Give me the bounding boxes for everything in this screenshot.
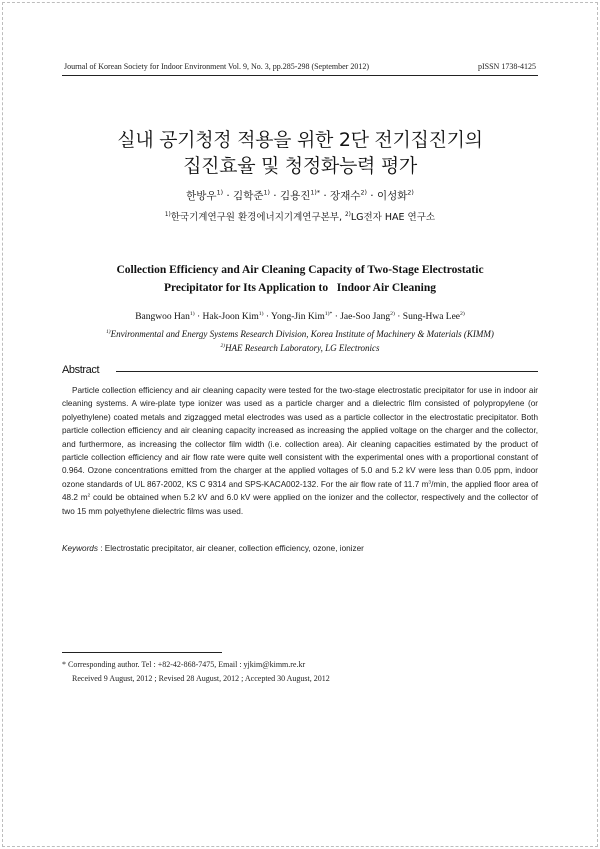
author-name: 김학준: [233, 190, 264, 202]
abstract-sup-2: 2: [87, 493, 91, 499]
author-sup: 2): [360, 189, 367, 197]
author-sup: 1): [189, 310, 195, 317]
author-separator: ·: [394, 312, 403, 322]
author-sup: 2): [407, 189, 414, 197]
abstract-sup-1: 3: [428, 480, 432, 486]
received-dates-footnote: Received 9 August, 2012 ; Revised 28 August, 2012 ; Accepted 30 August, 2012: [72, 674, 330, 683]
korean-authors: [0, 188, 600, 203]
korean-title-line-1: 실내 공기청정 적용을 위한 2단 전기집진기의: [117, 129, 483, 151]
english-affiliation-2: HAE Research Laboratory, LG Electronics: [224, 343, 380, 353]
english-authors: [0, 312, 600, 322]
korean-title-line-2: 집진효율 및 청정화능력 평가: [183, 155, 417, 177]
author-sup: 1)*: [324, 310, 333, 317]
author-separator: ·: [223, 190, 234, 202]
journal-header: Journal of Korean Society for Indoor Environment Vol. 9, No. 3, pp.285-298 (September 2012): [64, 62, 369, 71]
author-name: 장재수: [330, 190, 361, 202]
author-sup: 1): [258, 310, 264, 317]
affil-sup: 2): [220, 343, 225, 349]
affil-sup: 1): [106, 329, 111, 335]
author-separator: ·: [194, 312, 203, 322]
author-separator: ·: [366, 190, 377, 202]
abstract-body: [62, 384, 538, 518]
author-separator: ·: [269, 190, 280, 202]
abstract-text-2: /min, the applied floor area of 48.2 m: [62, 479, 538, 503]
author-separator: ·: [332, 312, 341, 322]
author-separator: ·: [263, 312, 272, 322]
english-affiliation-2-line: [0, 343, 600, 353]
abstract-rule: [116, 371, 538, 372]
english-title-line-1: Collection Efficiency and Air Cleaning Capacity of Two-Stage Electrostatic: [116, 264, 484, 276]
author-name: 이성화: [376, 190, 408, 202]
affil-sup: 2): [345, 211, 351, 218]
footnote-rule: [62, 652, 222, 653]
author-sup: 1): [263, 189, 270, 197]
author-sup: 2): [390, 310, 395, 317]
author-name: Hak-Joon Kim: [202, 312, 259, 322]
english-affiliation-1-line: [0, 329, 600, 339]
keywords-label: Keywords: [62, 544, 98, 553]
korean-affiliation-2: LG전자 HAE 연구소: [350, 212, 436, 223]
korean-affiliation-1: 한국기계연구원 환경에너지기계연구본부,: [170, 212, 345, 223]
author-name: 김용진: [279, 190, 311, 202]
keywords-text: Electrostatic precipitator, air cleaner, collection efficiency, ozone, ionizer: [104, 544, 364, 553]
korean-affiliations: [0, 209, 600, 223]
corresponding-author-footnote: * Corresponding author. Tel : +82-42-868-7475, Email : yjkim@kimm.re.kr: [62, 660, 306, 669]
header-rule: [62, 75, 538, 76]
author-separator: ·: [320, 190, 331, 202]
keywords-separator: :: [97, 544, 105, 553]
author-sup: 1)*: [310, 189, 321, 197]
affil-sup: 1): [164, 211, 171, 218]
abstract-text-1: Particle collection efficiency and air cleaning capacity were tested for the two-stage electrostatic precipitator for use in indoor air cleaning systems. A wire-plate type ionizer was used as a particle charger and a dielectric film consisted of polypropylene (or polyethylene) coated metals and zigzagged metal electrodes was used as a particle collector in the electrostatic precipitator. Both particle collection efficiency and air cleaning capacity increased as increasing the applied voltage on the charger and the collector, and furthermore, as increasing the collector film width (i.e. collection area). Air cleaning capacities estimated by the product of particle collection efficiency and air flow rate were quite well consistent with the experimental ones with a proportional constant of 0.964. Ozone concentrations emitted from the charger at the applied voltages of 5.0 and 5.2 kV were less than 0.05 ppm, indoor ozone standards of UL 867-2002, KS C 9314 and SPS-KACA002-132. For the air flow rate of 11.7 m: [62, 386, 538, 489]
abstract-text-3: could be obtained when 5.2 kV and 6.0 kV were applied on the ionizer and the collector, respectively and the collector of two 15 mm polyethylene dielectric films was used.: [62, 493, 538, 516]
author-name: Yong-Jin Kim: [271, 312, 325, 322]
author-sup: 2): [460, 310, 465, 317]
author-name: 한방우: [186, 190, 217, 202]
author-name: Jae-Soo Jang: [340, 312, 391, 322]
keywords: [62, 544, 364, 553]
author-sup: 1): [216, 189, 224, 197]
issn: pISSN 1738-4125: [477, 62, 536, 71]
english-title-line-2: Precipitator for Its Application to Indoor Air Cleaning: [163, 282, 437, 294]
author-name: Bangwoo Han: [135, 312, 190, 322]
author-name: Sung-Hwa Lee: [402, 312, 461, 322]
abstract-heading: Abstract: [62, 364, 100, 376]
english-affiliation-1: Environmental and Energy Systems Research Division, Korea Institute of Machinery & Materials (KIMM): [110, 329, 494, 339]
